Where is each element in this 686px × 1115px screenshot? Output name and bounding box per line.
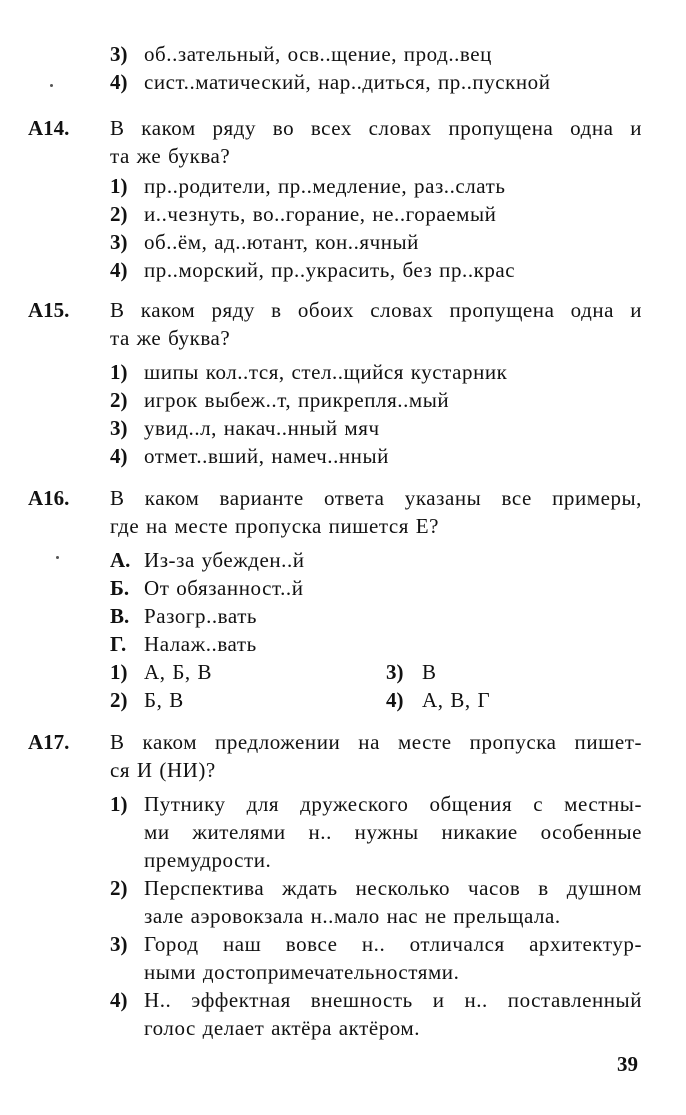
a17-option-1-line2: ми жителями н.. нужны никакие особенные (144, 820, 642, 844)
a14-option-3-number: 3) (110, 230, 128, 254)
top-item-3-text: об..зательный, осв..щение, прод..вец (144, 42, 492, 66)
a17-option-1-line1: Путнику для дружеского общения с местны- (144, 792, 642, 816)
question-a14-text-line1: В каком ряду во всех словах пропущена одна и (110, 116, 642, 140)
a15-option-1-number: 1) (110, 360, 128, 384)
a17-option-4-number: 4) (110, 988, 128, 1012)
a16-answer-4-number: 4) (386, 688, 404, 712)
top-item-4-text: сист..матический, нар..диться, пр..пускной (144, 70, 551, 94)
question-a14-text-line2: та же буква? (110, 144, 231, 168)
page-number: 39 (617, 1052, 638, 1076)
a16-answer-1-number: 1) (110, 660, 128, 684)
a16-example-b-letter: Б. (110, 576, 130, 600)
a17-option-2-line2: зале аэровокзала н..мало нас не прельщала. (144, 904, 561, 928)
question-a16-text-line2: где на месте пропуска пишется Е? (110, 514, 439, 538)
a16-answer-1-text: А, Б, В (144, 660, 213, 684)
a15-option-2-number: 2) (110, 388, 128, 412)
question-a15-text-line2: та же буква? (110, 326, 231, 350)
a17-option-4-line2: голос делает актёра актёром. (144, 1016, 421, 1040)
a17-option-3-line1: Город наш вовсе н.. отличался архитектур- (144, 932, 642, 956)
question-a17-label: А17. (28, 730, 70, 754)
a16-example-b-text: От обязанност..й (144, 576, 304, 600)
a17-option-2-number: 2) (110, 876, 128, 900)
a16-example-a-text: Из-за убежден..й (144, 548, 305, 572)
question-a15-text-line1: В каком ряду в обоих словах пропущена одна и (110, 298, 642, 322)
a17-option-1-line3: премудрости. (144, 848, 272, 872)
a14-option-1-number: 1) (110, 174, 128, 198)
a16-example-g-text: Налаж..вать (144, 632, 257, 656)
a16-example-a-letter: А. (110, 548, 131, 572)
question-a17-text-line1: В каком предложении на месте пропуска пишет- (110, 730, 642, 754)
a14-option-4-number: 4) (110, 258, 128, 282)
a14-option-2-number: 2) (110, 202, 128, 226)
a15-option-3-text: увид..л, накач..нный мяч (144, 416, 380, 440)
margin-mark (50, 84, 53, 87)
a14-option-3-text: об..ём, ад..ютант, кон..ячный (144, 230, 419, 254)
a16-answer-4-text: А, В, Г (422, 688, 491, 712)
question-a17-text-line2: ся И (НИ)? (110, 758, 216, 782)
a15-option-1-text: шипы кол..тся, стел..щийся кустарник (144, 360, 508, 384)
a16-answer-3-text: В (422, 660, 437, 684)
a15-option-4-number: 4) (110, 444, 128, 468)
a15-option-3-number: 3) (110, 416, 128, 440)
question-a14-label: А14. (28, 116, 70, 140)
margin-mark (56, 556, 59, 559)
a16-example-v-letter: В. (110, 604, 130, 628)
a16-example-g-letter: Г. (110, 632, 127, 656)
question-a16-label: А16. (28, 486, 70, 510)
top-item-3-number: 3) (110, 42, 128, 66)
a17-option-2-line1: Перспектива ждать несколько часов в душном (144, 876, 642, 900)
a17-option-1-number: 1) (110, 792, 128, 816)
a14-option-4-text: пр..морский, пр..украсить, без пр..крас (144, 258, 516, 282)
a16-answer-2-text: Б, В (144, 688, 184, 712)
a17-option-3-line2: ными достопримечательностями. (144, 960, 460, 984)
a16-answer-3-number: 3) (386, 660, 404, 684)
a17-option-3-number: 3) (110, 932, 128, 956)
a14-option-1-text: пр..родители, пр..медление, раз..слать (144, 174, 506, 198)
question-a15-label: А15. (28, 298, 70, 322)
top-item-4-number: 4) (110, 70, 128, 94)
a14-option-2-text: и..чезнуть, во..горание, не..гораемый (144, 202, 497, 226)
a16-answer-2-number: 2) (110, 688, 128, 712)
a17-option-4-line1: Н.. эффектная внешность и н.. поставленный (144, 988, 642, 1012)
question-a16-text-line1: В каком варианте ответа указаны все примеры, (110, 486, 642, 510)
a15-option-2-text: игрок выбеж..т, прикрепля..мый (144, 388, 450, 412)
a16-example-v-text: Разогр..вать (144, 604, 258, 628)
a15-option-4-text: отмет..вший, намеч..нный (144, 444, 389, 468)
